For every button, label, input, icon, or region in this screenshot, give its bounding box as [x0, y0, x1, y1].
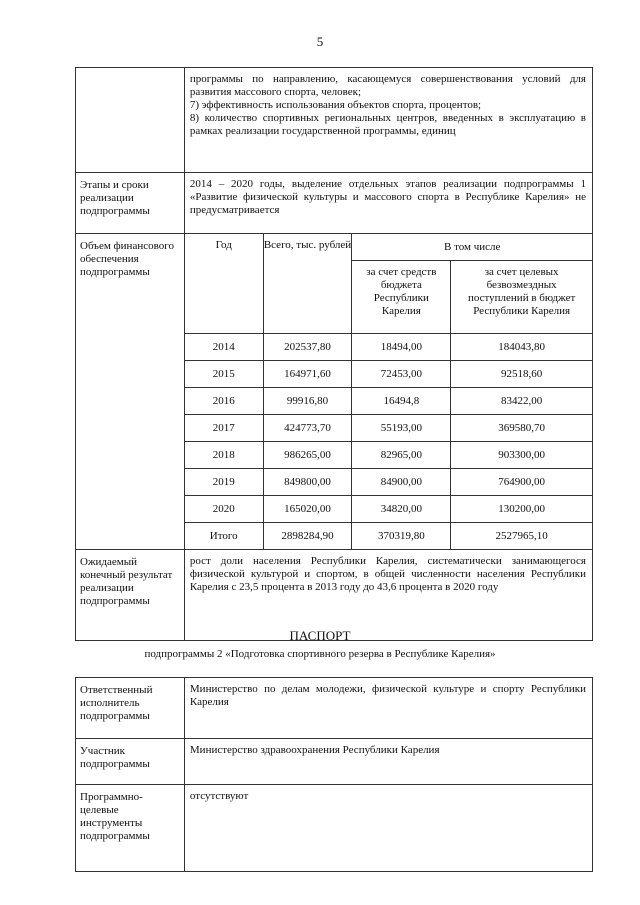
cell-budget: 84900,00 — [352, 469, 451, 496]
row-label: Объем финансового обеспечения подпрограммы — [76, 234, 185, 550]
cell-total: 164971,60 — [263, 361, 352, 388]
row-text: Министерство по делам молодежи, физической культуре и спорту Республики Карелия — [184, 678, 592, 739]
cell-total: 2898284,90 — [263, 523, 352, 550]
subprogram1-passport-table — [75, 67, 593, 641]
cell-total: 99916,80 — [263, 388, 352, 415]
indicators-text — [184, 68, 592, 173]
row-label: Ответственный исполнитель подпрограммы — [76, 678, 185, 739]
indicator-line: 7) эффективность использования объектов спорта, процентов; — [189, 99, 482, 111]
page-number: 5 — [316, 34, 324, 49]
cell-grants: 92518,60 — [451, 361, 593, 388]
row-stages — [76, 173, 593, 234]
finance-header-row — [76, 234, 593, 261]
cell-year: 2016 — [184, 388, 263, 415]
cell-year: 2020 — [184, 496, 263, 523]
row-label: Программно-целевые инструменты подпрограммы — [76, 785, 185, 872]
cell-budget: 72453,00 — [352, 361, 451, 388]
cell-grants: 83422,00 — [451, 388, 593, 415]
row-indicators — [76, 68, 593, 173]
cell-year: 2019 — [184, 469, 263, 496]
cell-budget: 18494,00 — [352, 334, 451, 361]
cell-grants: 2527965,10 — [451, 523, 593, 550]
cell-total: 424773,70 — [263, 415, 352, 442]
cell-grants: 369580,70 — [451, 415, 593, 442]
cell-total: 986265,00 — [263, 442, 352, 469]
row-text: отсутствуют — [184, 785, 592, 872]
cell-grants: 903300,00 — [451, 442, 593, 469]
cell-total: 202537,80 — [263, 334, 352, 361]
cell-budget: 370319,80 — [352, 523, 451, 550]
passport-title: ПАСПОРТ — [289, 628, 351, 643]
col-header-total: Всего, тыс. рублей — [263, 234, 352, 334]
row-label: Ожидаемый конечный результат реализации подпрограммы — [76, 550, 185, 641]
result-text: рост доли населения Республики Карелия, систематически занимающегося физической культурой и спортом, в общей численности населения Республики Карелия с 23,5 процента в 2013 году до 43,6 процента в 2020 году — [184, 550, 592, 641]
row-text: Министерство здравоохранения Республики Карелия — [184, 739, 592, 785]
row-label: Участник подпрограммы — [76, 739, 185, 785]
table-row — [76, 678, 593, 739]
cell-budget: 34820,00 — [352, 496, 451, 523]
cell-grants: 130200,00 — [451, 496, 593, 523]
col-header-including: В том числе — [352, 234, 593, 261]
cell-year: 2014 — [184, 334, 263, 361]
cell-total: 849800,00 — [263, 469, 352, 496]
indicator-line: программы по направлению, касающемуся совершенствования условий для развития массового спорта, человек; — [189, 73, 586, 98]
indicator-line: 8) количество спортивных региональных центров, введенных в эксплуатацию в рамках реализации государственной программы, единиц — [189, 112, 586, 137]
cell-grants: 184043,80 — [451, 334, 593, 361]
row-label — [76, 68, 185, 173]
cell-budget: 16494,8 — [352, 388, 451, 415]
cell-year: Итого — [184, 523, 263, 550]
cell-total: 165020,00 — [263, 496, 352, 523]
cell-year: 2015 — [184, 361, 263, 388]
col-header-budget: за счет средств бюджета Республики Карелия — [352, 261, 451, 334]
row-result — [76, 550, 593, 641]
subprogram2-passport-table — [75, 677, 593, 872]
cell-budget: 55193,00 — [352, 415, 451, 442]
stages-text: 2014 – 2020 годы, выделение отдельных этапов реализации подпрограммы 1 «Развитие физической культуры и массового спорта в Республике Карелия» не предусматривается — [184, 173, 592, 234]
row-label: Этапы и сроки реализации подпрограммы — [76, 173, 185, 234]
cell-year: 2018 — [184, 442, 263, 469]
col-header-grants: за счет целевых безвозмездных поступлений в бюджет Республики Карелия — [451, 261, 593, 334]
cell-year: 2017 — [184, 415, 263, 442]
table-row — [76, 785, 593, 872]
cell-budget: 82965,00 — [352, 442, 451, 469]
passport-subtitle: подпрограммы 2 «Подготовка спортивного резерва в Республике Карелия» — [144, 648, 496, 660]
cell-grants: 764900,00 — [451, 469, 593, 496]
table-row — [76, 739, 593, 785]
col-header-year: Год — [184, 234, 263, 334]
